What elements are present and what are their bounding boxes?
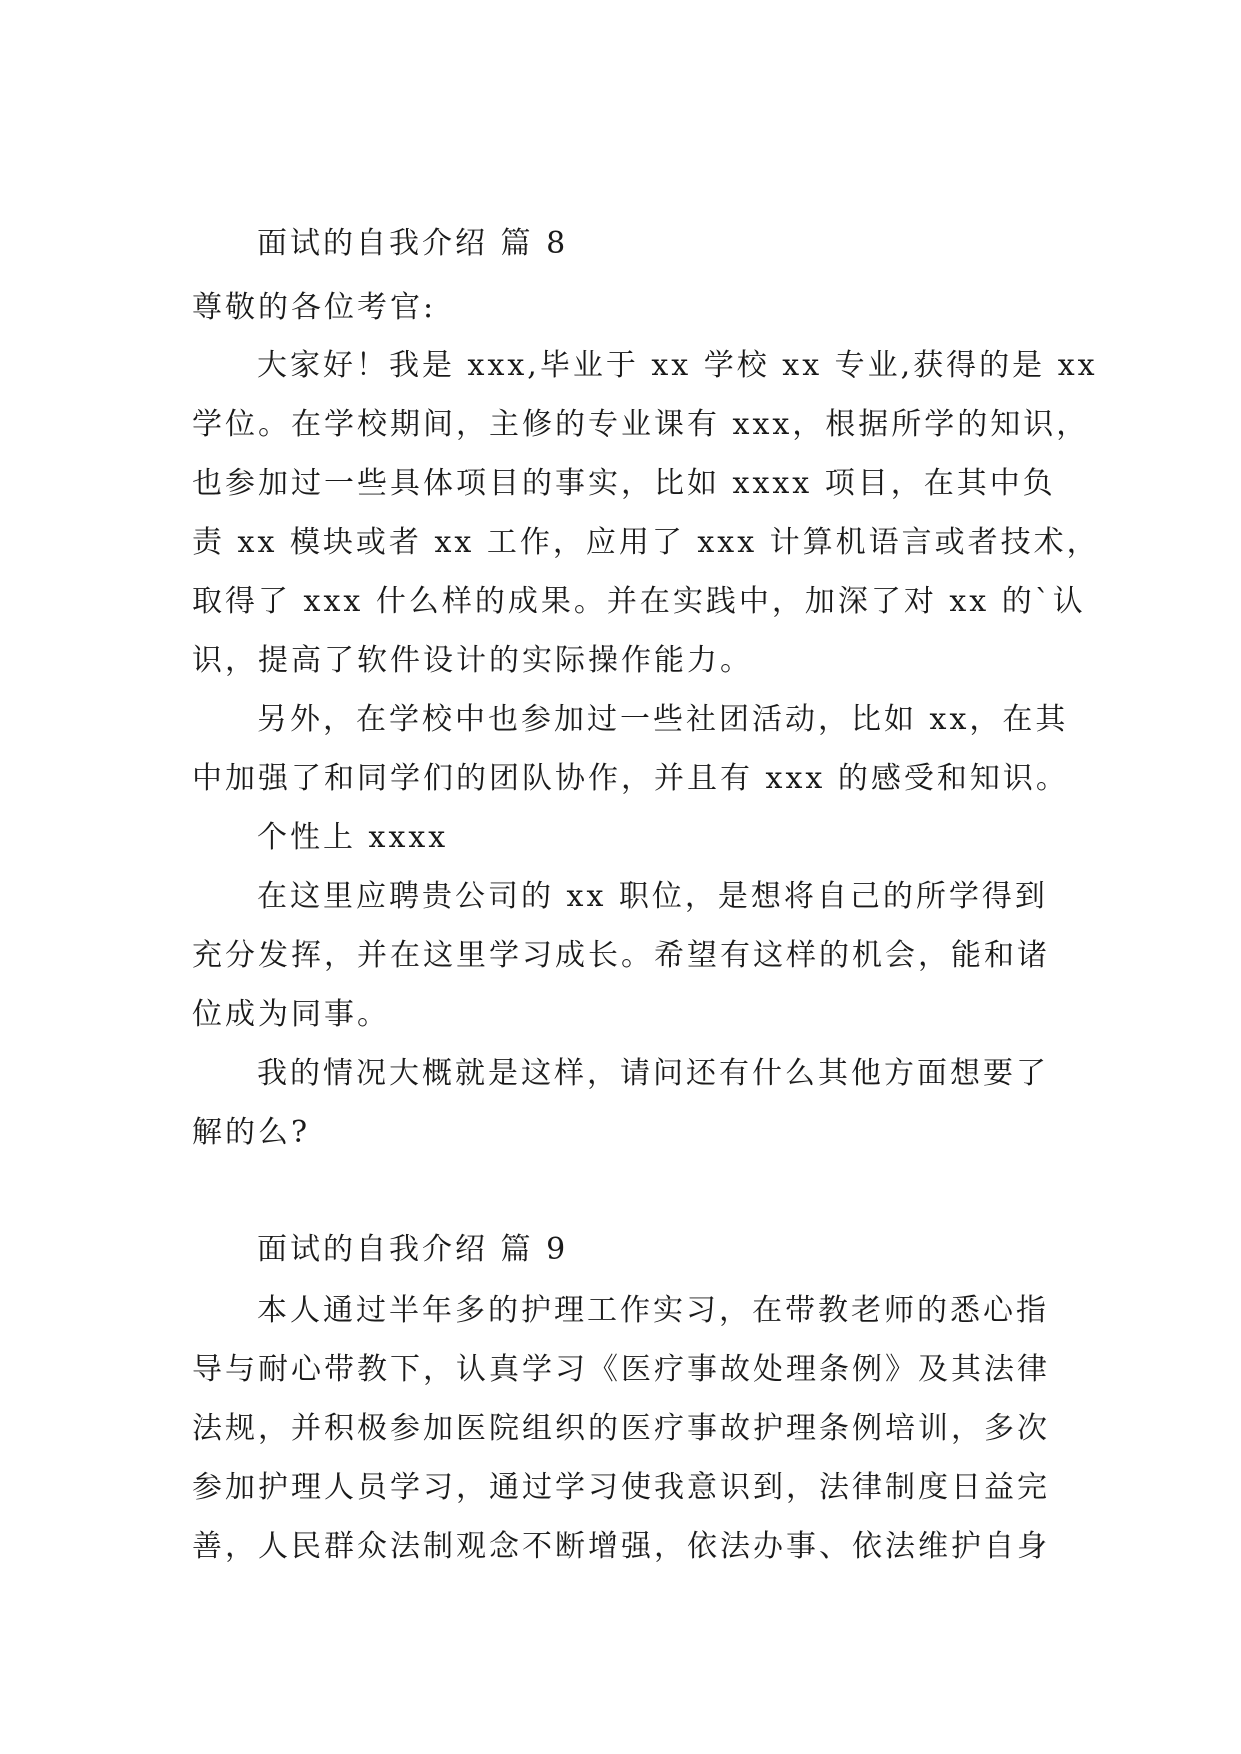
paragraph-line: 学位。在学校期间，主修的专业课有 xxx，根据所学的知识， xyxy=(192,407,1090,442)
paragraph-line: 在这里应聘贵公司的 xx 职位，是想将自己的所学得到 xyxy=(257,879,1048,914)
paragraph-line: 责 xx 模块或者 xx 工作，应用了 xxx 计算机语言或者技术， xyxy=(192,525,1100,560)
paragraph-line: 另外，在学校中也参加过一些社团活动，比如 xx，在其 xyxy=(257,702,1069,737)
paragraph-line: 大家好！我是 xxx,毕业于 xx 学校 xx 专业,获得的是 xx xyxy=(257,348,1098,383)
salutation: 尊敬的各位考官: xyxy=(192,290,437,325)
section-9-heading: 面试的自我介绍 篇 9 xyxy=(257,1232,569,1267)
paragraph-line: 我的情况大概就是这样，请问还有什么其他方面想要了 xyxy=(257,1056,1049,1091)
paragraph-line: 导与耐心带教下，认真学习《医疗事故处理条例》及其法律 xyxy=(192,1352,1050,1387)
paragraph-line: 识，提高了软件设计的实际操作能力。 xyxy=(192,643,753,678)
paragraph-line: 充分发挥，并在这里学习成长。希望有这样的机会，能和诸 xyxy=(192,938,1050,973)
paragraph-line: 本人通过半年多的护理工作实习，在带教老师的悉心指 xyxy=(257,1293,1049,1328)
paragraph-line: 法规，并积极参加医院组织的医疗事故护理条例培训，多次 xyxy=(192,1411,1050,1446)
section-8-heading: 面试的自我介绍 篇 8 xyxy=(257,226,569,261)
paragraph-line: 解的么? xyxy=(192,1115,311,1150)
paragraph-line: 参加护理人员学习，通过学习使我意识到，法律制度日益完 xyxy=(192,1470,1050,1505)
paragraph-line: 个性上 xxxx xyxy=(257,820,449,855)
paragraph-line: 取得了 xxx 什么样的成果。并在实践中，加深了对 xx 的`认 xyxy=(192,584,1086,619)
paragraph-line: 中加强了和同学们的团队协作，并且有 xxx 的感受和知识。 xyxy=(192,761,1069,796)
paragraph-line: 也参加过一些具体项目的事实，比如 xxxx 项目，在其中负 xyxy=(192,466,1056,501)
paragraph-line: 位成为同事。 xyxy=(192,997,390,1032)
paragraph-line: 善，人民群众法制观念不断增强，依法办事、依法维护自身 xyxy=(192,1529,1050,1564)
